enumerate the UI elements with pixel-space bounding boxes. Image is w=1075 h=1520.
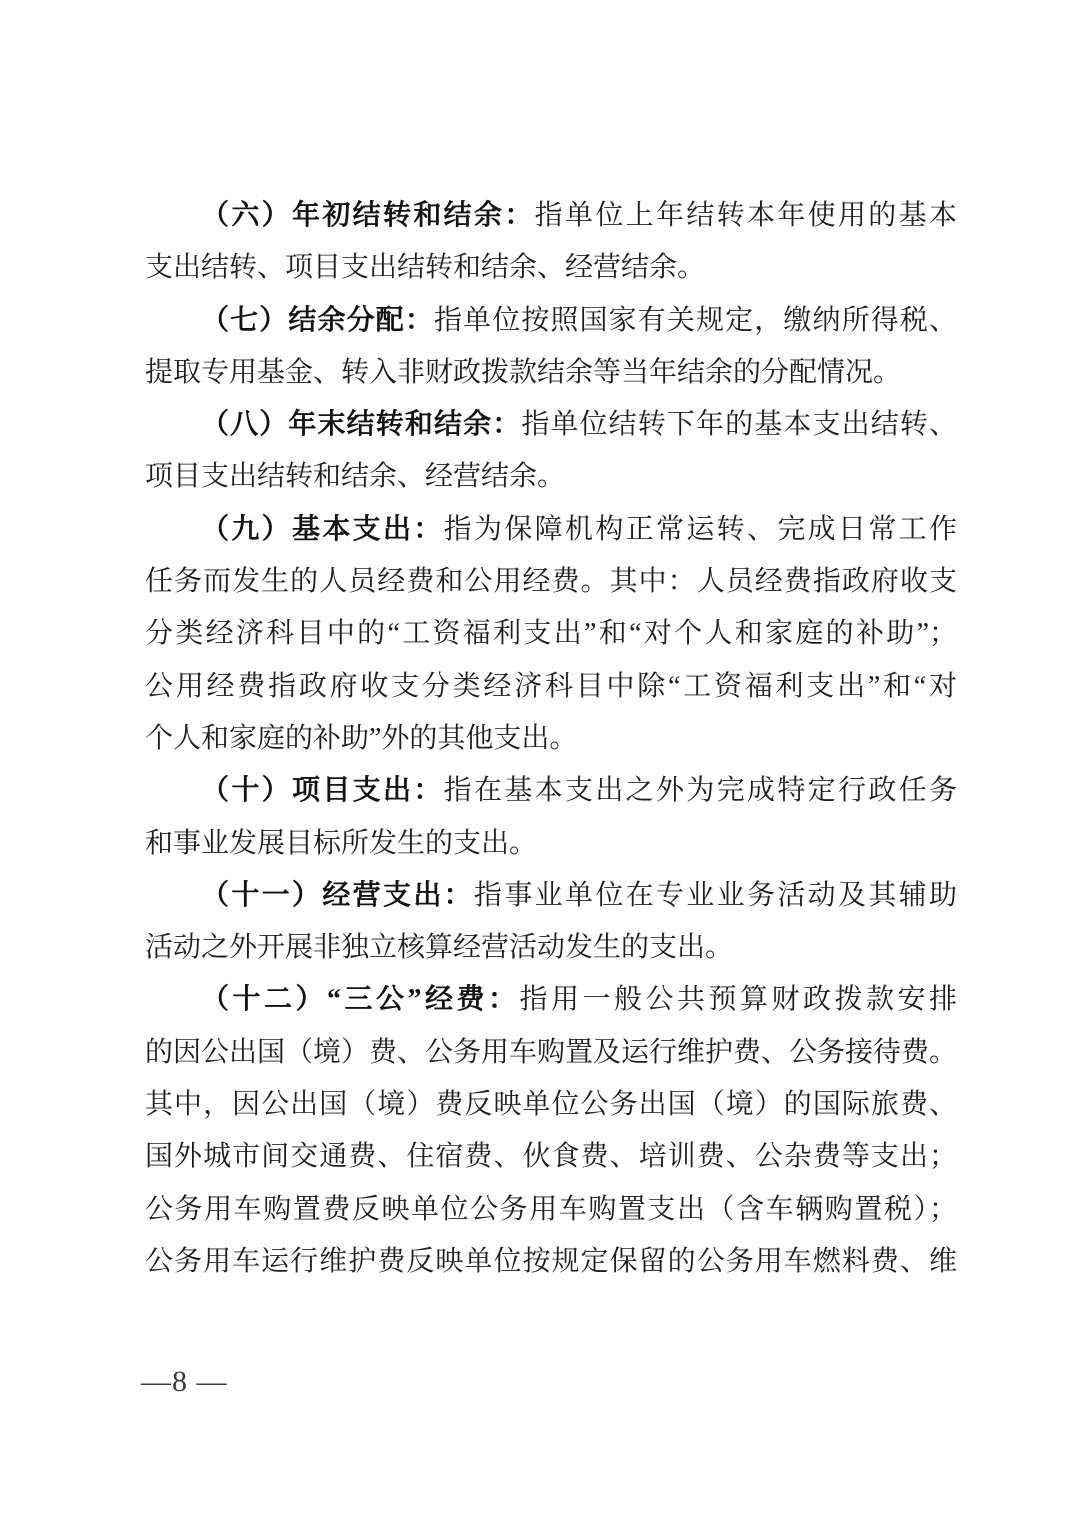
clause-heading: （十）项目支出： [201, 775, 444, 807]
text-line [145, 504, 957, 556]
text-line [145, 922, 957, 974]
text-line [145, 974, 957, 1026]
clause-heading: （十一）经营支出： [201, 879, 474, 911]
page-number: —8 — [141, 1365, 228, 1398]
body-text: 指事业单位在专业业务活动及其辅助 [474, 879, 957, 911]
body-text: 指单位结转下年的基本支出结转、 [521, 409, 957, 441]
body-text: 活动之外开展非独立核算经营活动发生的支出。 [145, 932, 734, 964]
body-text: 国外城市间交通费、住宿费、伙食费、培训费、公杂费等支出； [145, 1141, 957, 1173]
text-line [145, 1079, 957, 1131]
text-line [145, 399, 957, 451]
body-text: 指在基本支出之外为完成特定行政任务 [443, 775, 957, 807]
body-text: 公务用车购置费反映单位公务用车购置支出（含车辆购置税）； [145, 1193, 957, 1225]
text-line [145, 190, 957, 242]
text-line [145, 1236, 957, 1288]
body-text: 指用一般公共预算财政拨款安排 [519, 984, 957, 1016]
clause-heading: （六）年初结转和结余： [201, 200, 535, 231]
text-line [145, 295, 957, 347]
body-text: 指单位上年结转本年使用的基本 [534, 200, 957, 231]
body-text: 支出结转、项目支出结转和结余、经营结余。 [145, 252, 706, 284]
body-text: 指为保障机构正常运转、完成日常工作 [443, 513, 957, 545]
text-line [145, 242, 957, 294]
clause-heading: （十二）“三公”经费： [201, 984, 520, 1016]
body-text: 其中，因公出国（境）费反映单位公务出国（境）的国际旅费、 [145, 1089, 957, 1121]
clause-heading: （七）结余分配： [201, 304, 434, 336]
document-text-block [145, 190, 957, 1288]
clause-heading: （九）基本支出： [201, 513, 444, 545]
text-line [145, 661, 957, 713]
clause-heading: （八）年末结转和结余： [201, 409, 522, 441]
text-line [145, 765, 957, 817]
text-line [145, 451, 957, 503]
body-text: 分类经济科目中的“工资福利支出”和“对个人和家庭的补助”； [145, 618, 957, 650]
body-text: 指单位按照国家有关规定，缴纳所得税、 [433, 304, 957, 336]
text-line [145, 347, 957, 399]
body-text: 的因公出国（境）费、公务用车购置及运行维护费、公务接待费。 [145, 1036, 957, 1068]
text-line [145, 713, 957, 765]
text-line [145, 608, 957, 660]
body-text: 公务用车运行维护费反映单位按规定保留的公务用车燃料费、维 [145, 1245, 957, 1277]
text-line [145, 1027, 957, 1079]
body-text: 公用经费指政府收支分类经济科目中除“工资福利支出”和“对 [145, 670, 957, 702]
body-text: 和事业发展目标所发生的支出。 [145, 827, 538, 859]
body-text: 个人和家庭的补助”外的其他支出。 [145, 722, 578, 754]
body-text: 任务而发生的人员经费和公用经费。其中：人员经费指政府收支 [145, 566, 957, 598]
text-line [145, 1184, 957, 1236]
text-line [145, 870, 957, 922]
text-line [145, 818, 957, 870]
text-line [145, 1131, 957, 1183]
text-line [145, 556, 957, 608]
body-text: 项目支出结转和结余、经营结余。 [145, 461, 566, 493]
body-text: 提取专用基金、转入非财政拨款结余等当年结余的分配情况。 [145, 356, 902, 388]
